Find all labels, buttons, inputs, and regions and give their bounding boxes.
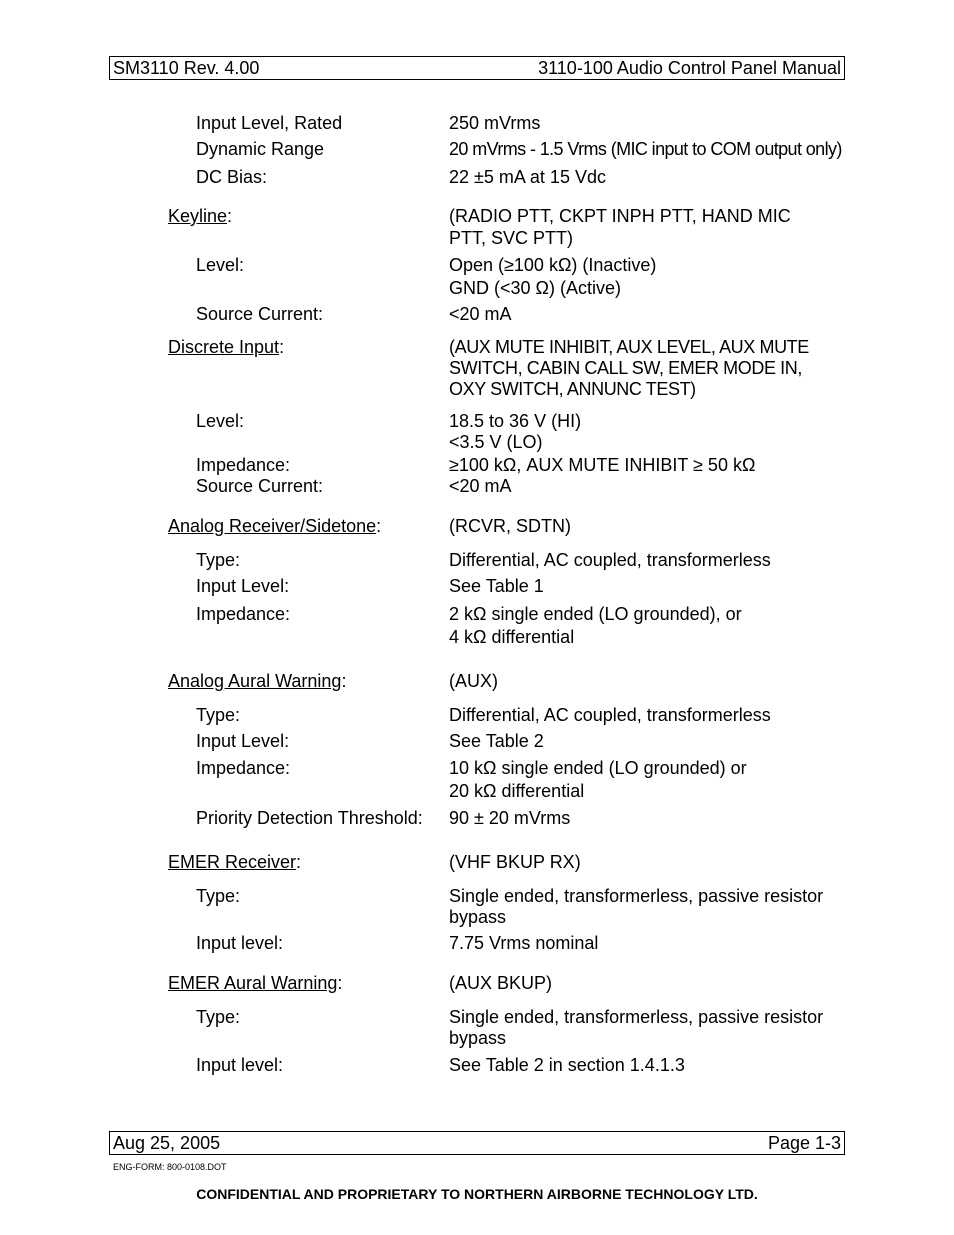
discrete-impedance-label: Impedance: — [196, 455, 291, 475]
footer-date: Aug 25, 2005 — [113, 1133, 221, 1153]
keyline-desc-2: PTT, SVC PTT) — [449, 228, 574, 248]
receiver-heading — [168, 515, 381, 537]
keyline-level-label: Level: — [196, 255, 245, 275]
keyline-level-value-1: Open (≥100 kΩ) (Inactive) — [449, 255, 657, 275]
dynamic-range-label: Dynamic Range — [196, 139, 325, 159]
aural-desc: (AUX) — [449, 671, 498, 691]
discrete-title: Discrete Input — [168, 337, 280, 357]
receiver-input-label: Input Level: — [196, 576, 290, 596]
receiver-impedance-value-2: 4 kΩ differential — [449, 627, 575, 647]
keyline-title: Keyline — [168, 206, 228, 226]
discrete-level-label: Level: — [196, 411, 245, 431]
aural-colon: : — [341, 671, 347, 691]
receiver-impedance-value-1: 2 kΩ single ended (LO grounded), or — [449, 604, 742, 624]
emer-aural-input-label: Input level: — [196, 1055, 284, 1075]
emer-aural-type-value-1: Single ended, transformerless, passive resistor — [449, 1007, 824, 1027]
receiver-impedance-label: Impedance: — [196, 604, 291, 624]
emer-receiver-colon: : — [296, 852, 302, 872]
input-level-label: Input Level, Rated — [196, 113, 343, 133]
emer-receiver-heading — [168, 851, 301, 873]
receiver-input-value: See Table 1 — [449, 576, 544, 596]
emer-receiver-title: EMER Receiver — [168, 852, 297, 872]
emer-receiver-type-label: Type: — [196, 886, 241, 906]
discrete-heading — [168, 336, 284, 358]
aural-impedance-value-1: 10 kΩ single ended (LO grounded) or — [449, 758, 747, 778]
emer-aural-title: EMER Aural Warning — [168, 973, 338, 993]
dc-bias-value: 22 ±5 mA at 15 Vdc — [449, 167, 606, 187]
keyline-level-value-2: GND (<30 Ω) (Active) — [449, 278, 621, 298]
emer-receiver-input-label: Input level: — [196, 933, 284, 953]
discrete-source-value: <20 mA — [449, 476, 512, 496]
discrete-desc-2: SWITCH, CABIN CALL SW, EMER MODE IN, — [449, 358, 802, 378]
aural-heading — [168, 670, 346, 692]
confidential-notice: CONFIDENTIAL AND PROPRIETARY TO NORTHERN AIRBORNE TECHNOLOGY LTD. — [196, 1186, 758, 1202]
receiver-desc: (RCVR, SDTN) — [449, 516, 571, 536]
dynamic-range-value: 20 mVrms - 1.5 Vrms (MIC input to COM output only) — [449, 139, 842, 159]
page-header — [109, 56, 845, 80]
emer-aural-colon: : — [337, 973, 343, 993]
discrete-level-value-1: 18.5 to 36 V (HI) — [449, 411, 582, 431]
doc-title: 3110-100 Audio Control Panel Manual — [538, 58, 841, 78]
emer-aural-type-value-2: bypass — [449, 1028, 507, 1048]
receiver-type-value: Differential, AC coupled, transformerless — [449, 550, 771, 570]
aural-input-label: Input Level: — [196, 731, 290, 751]
emer-aural-type-label: Type: — [196, 1007, 241, 1027]
aural-input-value: See Table 2 — [449, 731, 544, 751]
keyline-colon: : — [227, 206, 233, 226]
keyline-heading — [168, 205, 232, 227]
receiver-type-label: Type: — [196, 550, 241, 570]
discrete-colon: : — [279, 337, 285, 357]
aural-priority-label: Priority Detection Threshold: — [196, 808, 423, 828]
input-level-value: 250 mVrms — [449, 113, 541, 133]
receiver-colon: : — [376, 516, 382, 536]
form-id: ENG-FORM: 800-0108.DOT — [113, 1162, 227, 1172]
aural-priority-value: 90 ± 20 mVrms — [449, 808, 571, 828]
aural-title: Analog Aural Warning — [168, 671, 342, 691]
discrete-impedance-value: ≥100 kΩ, AUX MUTE INHIBIT ≥ 50 kΩ — [449, 455, 756, 475]
emer-receiver-type-value-2: bypass — [449, 907, 507, 927]
discrete-desc-1: (AUX MUTE INHIBIT, AUX LEVEL, AUX MUTE — [449, 337, 809, 357]
keyline-source-value: <20 mA — [449, 304, 512, 324]
aural-type-label: Type: — [196, 705, 241, 725]
emer-receiver-type-value-1: Single ended, transformerless, passive resistor — [449, 886, 824, 906]
emer-receiver-desc: (VHF BKUP RX) — [449, 852, 581, 872]
discrete-desc-3: OXY SWITCH, ANNUNC TEST) — [449, 379, 696, 399]
discrete-level-value-2: <3.5 V (LO) — [449, 432, 543, 452]
emer-aural-input-value: See Table 2 in section 1.4.1.3 — [449, 1055, 685, 1075]
emer-receiver-input-value: 7.75 Vrms nominal — [449, 933, 599, 953]
page-footer — [109, 1131, 845, 1155]
aural-impedance-label: Impedance: — [196, 758, 291, 778]
emer-aural-desc: (AUX BKUP) — [449, 973, 553, 993]
emer-aural-heading — [168, 972, 342, 994]
discrete-source-label: Source Current: — [196, 476, 324, 496]
doc-revision: SM3110 Rev. 4.00 — [113, 58, 260, 78]
receiver-title: Analog Receiver/Sidetone — [168, 516, 377, 536]
keyline-source-label: Source Current: — [196, 304, 324, 324]
aural-impedance-value-2: 20 kΩ differential — [449, 781, 585, 801]
dc-bias-label: DC Bias: — [196, 167, 268, 187]
page-number: Page 1-3 — [767, 1133, 841, 1153]
keyline-desc-1: (RADIO PTT, CKPT INPH PTT, HAND MIC — [449, 206, 791, 226]
aural-type-value: Differential, AC coupled, transformerless — [449, 705, 771, 725]
